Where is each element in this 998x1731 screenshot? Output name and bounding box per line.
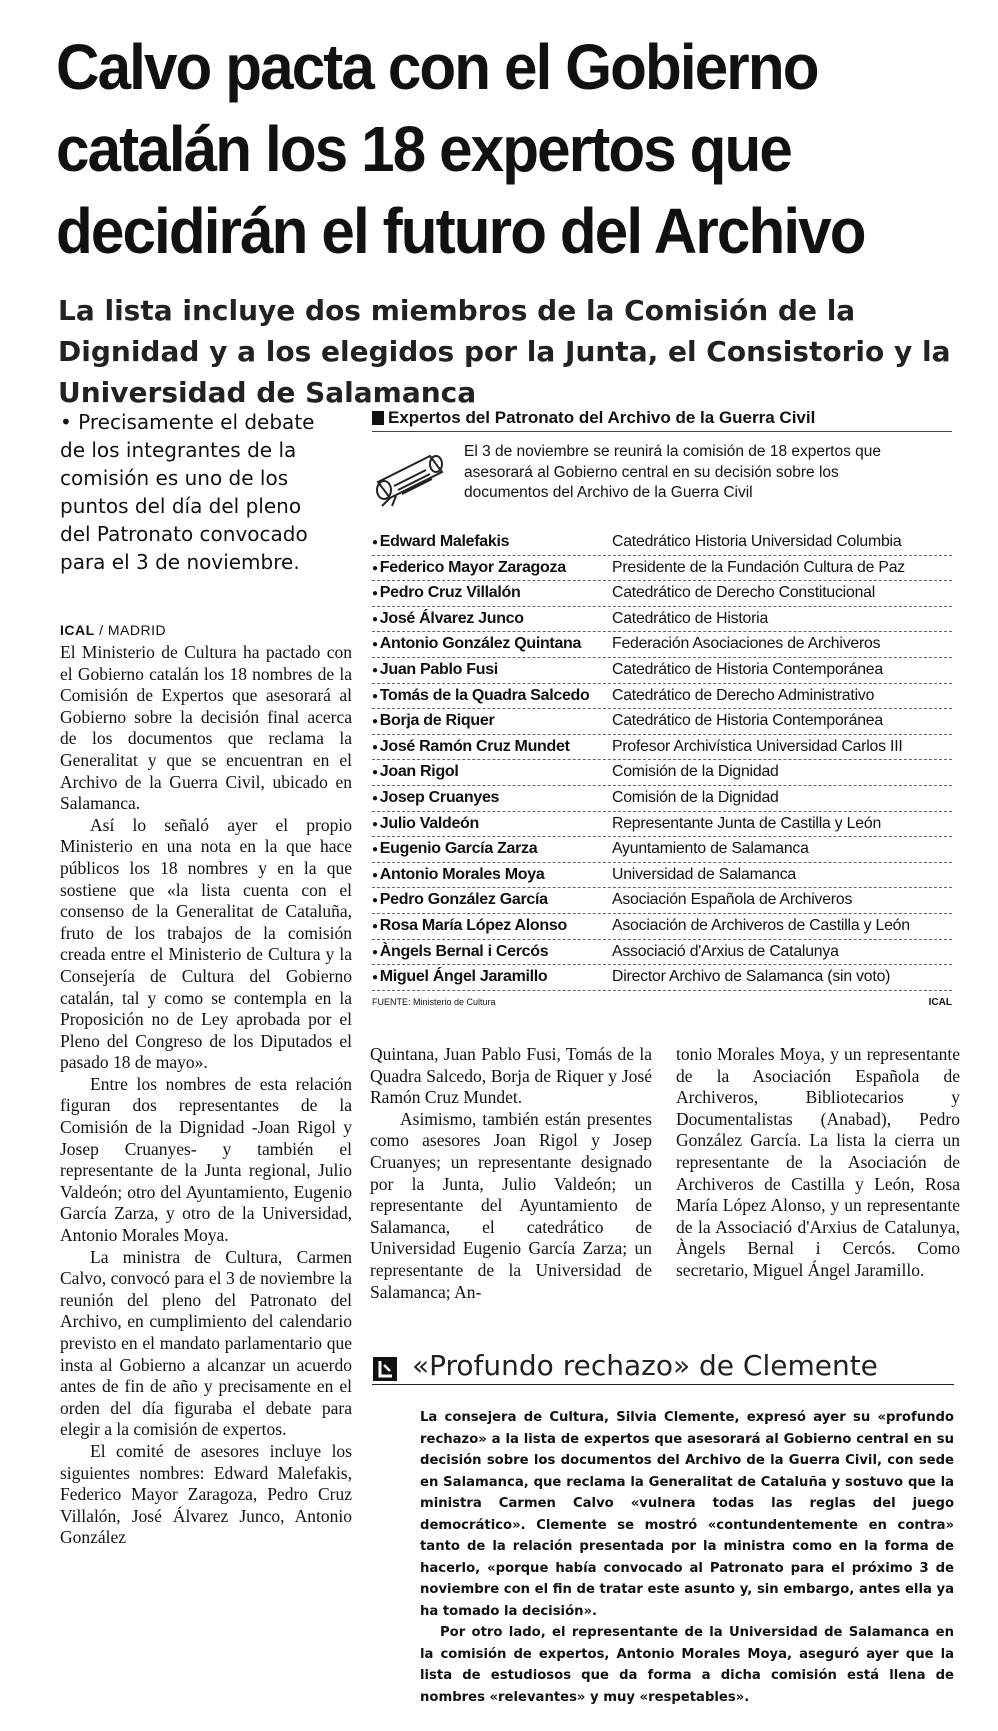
expert-role: Profesor Archivística Universidad Carlos III (612, 737, 903, 755)
body-paragraph: Asimismo, también están presentes como asesores Joan Rigol y Josep Cruanyes; un representante designado por la Junta, Julio Valdeón; un representante del Ayuntamiento de Salamanca, el catedrático de Universidad Eugenio García Zarza; un representante de la Universidad de Salamanca; An- (370, 1108, 652, 1302)
body-paragraph: El comité de asesores incluye los siguientes nombres: Edward Malefakis, Federico Mayor Zaragoza, Pedro Cruz Villalón, José Álvarez Junco, Antonio González (60, 1440, 352, 1548)
box-source: FUENTE: Ministerio de Cultura (372, 996, 496, 1007)
expert-role: Representante Junta de Castilla y León (612, 814, 882, 832)
byline (60, 622, 166, 638)
box-credit: ICAL (928, 996, 952, 1008)
expert-role: Catedrático Historia Universidad Columbia (612, 533, 902, 550)
sidebar-title: «Profundo rechazo» de Clemente (412, 1349, 878, 1382)
experts-box-intro (372, 442, 952, 522)
list-item (372, 556, 952, 582)
body-column-1 (60, 642, 352, 1549)
list-item (372, 632, 952, 658)
sidebar-paragraph: La consejera de Cultura, Silvia Clemente, expresó ayer su «profundo rechazo» a la lista de expertos que asesorará al Gobierno central en su decisión sobre los documentos del Archivo de la Guerra Civil, con sede en Salamanca, que reclama la Generalitat de Cataluña y sostuvo que la ministra Carmen Calvo «vulnera todas las reglas del juego democrático». Clemente se mostró «contundentemente en contra» tanto de la relación presentada por la ministra como en la forma de hacerlo, «porque había convocado al Patronato para el próximo 3 de noviembre con el fin de tratar este asunto y, sin embargo, antes ella ya ha tomado la decisión». (420, 1410, 954, 1619)
list-item (372, 837, 952, 863)
box-marker-icon (372, 411, 384, 425)
expert-name: ● Pedro González García (372, 888, 612, 913)
expert-name: ● Julio Valdeón (372, 812, 612, 837)
experts-list (372, 530, 952, 991)
expert-role: Universidad de Salamanca (612, 865, 796, 883)
expert-role: Director Archivo de Salamanca (sin voto) (612, 968, 891, 986)
sidebar-body (372, 1407, 954, 1708)
scroll-document-icon (372, 442, 452, 508)
expert-name: ● Rosa María López Alonso (372, 914, 612, 939)
expert-role: Catedrático de Historia Contemporánea (612, 712, 883, 730)
expert-role: Asociación Española de Archiveros (612, 891, 853, 909)
list-item (372, 684, 952, 710)
expert-role: Ayuntamiento de Salamanca (612, 840, 809, 858)
list-item (372, 760, 952, 786)
expert-name: ● Miguel Ángel Jaramillo (372, 965, 612, 990)
expert-role: Catedrático de Historia (612, 609, 769, 627)
body-paragraph: tonio Morales Moya, y un representante de la Asociación Española de Archiveros, Bibliotecarios y Documentalistas (Anabad), Pedro González García. La lista la cierra un representante de la Asociación de Archiveros de Castilla y León, Rosa María López Alonso, y un representante de la Associació d'Arxius de Catalunya, Àngels Bernal i Cercós. Como secretario, Miguel Ángel Jaramillo. (676, 1044, 960, 1280)
expert-name: ● Antonio González Quintana (372, 632, 612, 657)
list-item (372, 735, 952, 761)
expert-name: ● Tomás de la Quadra Salcedo (372, 684, 612, 709)
sidebar-header (372, 1350, 954, 1385)
expert-name: ● Àngels Bernal i Cercós (372, 940, 612, 965)
list-item (372, 888, 952, 914)
expert-role: Associació d'Arxius de Catalunya (612, 942, 839, 960)
box-footer (372, 997, 952, 1008)
headline: Calvo pacta con el Gobierno catalán los 18 expertos que decidirán el futuro del Archivo (56, 31, 865, 267)
expert-name: ● Edward Malefakis (372, 530, 612, 555)
expert-name: ● Eugenio García Zarza (372, 837, 612, 862)
body-paragraph: La ministra de Cultura, Carmen Calvo, convocó para el 3 de noviembre la reunión del pleno del Patronato del Archivo, en cumplimiento del calendario previsto en el mandato parlamentario que insta al Gobierno a alcanzar un acuerdo antes de fin de año y precisamente en el orden del día figuraba el debate para elegir a la comisión de expertos. (60, 1246, 352, 1440)
expert-role: Catedrático de Historia Contemporánea (612, 660, 883, 678)
expert-role: Asociación de Archiveros de Castilla y León (612, 916, 910, 934)
subheadline: La lista incluye dos miembros de la Comisión de la Dignidad y a los elegidos por la Junta, el Consistorio y la Universidad de Salamanca (58, 294, 951, 409)
expert-role: Catedrático de Derecho Administrativo (612, 686, 875, 704)
body-paragraph: Quintana, Juan Pablo Fusi, Tomás de la Quadra Salcedo, Borja de Riquer y José Ramón Cruz Mundet. (370, 1044, 652, 1108)
expert-name: ● Josep Cruanyes (372, 786, 612, 811)
experts-box (372, 408, 952, 1008)
list-item (372, 607, 952, 633)
expert-role: Comisión de la Dignidad (612, 763, 779, 781)
list-item (372, 658, 952, 684)
body-paragraph: Así lo señaló ayer el propio Ministerio en una nota en la que hace públicos los 18 nombres y en la que sostiene que «la lista cuenta con el consenso de la Generalitat de Cataluña, fruto de los trabajos de la comisión creada entre el Ministerio de Cultura y la Consejería de Cultura del Gobierno catalán, tal y como se contempla en la Proposición no de Ley aprobada por el Pleno del Congreso de los Diputados el pasado 18 de mayo». (60, 814, 352, 1073)
experts-box-title-text: Expertos del Patronato del Archivo de la Guerra Civil (388, 408, 816, 427)
list-item (372, 812, 952, 838)
expert-role: Federación Asociaciones de Archiveros (612, 635, 881, 653)
sidebar-article (372, 1350, 954, 1708)
expert-role: Comisión de la Dignidad (612, 788, 779, 806)
list-item (372, 940, 952, 966)
expert-name: ● Juan Pablo Fusi (372, 658, 612, 683)
expert-role: Catedrático de Derecho Constitucional (612, 584, 876, 602)
expert-name: ● Antonio Morales Moya (372, 863, 612, 888)
expert-name: ● Joan Rigol (372, 760, 612, 785)
list-item (372, 914, 952, 940)
list-item (372, 786, 952, 812)
expert-name: ● Borja de Riquer (372, 709, 612, 734)
body-paragraph: El Ministerio de Cultura ha pactado con el Gobierno catalán los 18 nombres de la Comisión de Expertos que asesorará al Gobierno sobre la decisión final acerca de los documentos que reclama la Generalitat y que se encuentran en el Archivo de la Guerra Civil, ubicado en Salamanca. (60, 642, 352, 814)
expert-name: ● Federico Mayor Zaragoza (372, 556, 612, 581)
byline-agency: ICAL (60, 622, 95, 638)
expert-name: ● José Álvarez Junco (372, 607, 612, 632)
list-item (372, 965, 952, 991)
experts-box-intro-text: El 3 de noviembre se reunirá la comisión de 18 expertos que asesorará al Gobierno central en su decisión sobre los documentos del Archivo de la Guerra Civil (464, 443, 882, 501)
section-marker-icon (372, 1356, 398, 1382)
list-item (372, 581, 952, 607)
list-item (372, 530, 952, 556)
expert-name: ● José Ramón Cruz Mundet (372, 735, 612, 760)
experts-box-title (372, 408, 952, 432)
list-item (372, 709, 952, 735)
body-column-3 (676, 1044, 960, 1282)
list-item (372, 863, 952, 889)
expert-role: Presidente de la Fundación Cultura de Paz (612, 558, 906, 576)
body-paragraph: Entre los nombres de esta relación figuran dos representantes de la Comisión de la Dignidad -Joan Rigol y Josep Cruanyes- y también el representante de la Junta regional, Julio Valdeón; otro del Ayuntamiento, Eugenio García Zarza, y otro de la Universidad, Antonio Morales Moya. (60, 1073, 352, 1246)
byline-city: / MADRID (99, 622, 167, 638)
lead-summary: • Precisamente el debate de los integrantes de la comisión es uno de los puntos del día del pleno del Patronato convocado para el 3 de noviembre. (60, 410, 315, 574)
body-column-2 (370, 1044, 652, 1303)
sidebar-paragraph: Por otro lado, el representante de la Universidad de Salamanca en la comisión de expertos, Antonio Morales Moya, aseguró ayer que la lista de estudiosos que da forma a dicha comisión está llena de nombres «relevantes» y muy «respetables». (420, 1625, 954, 1705)
expert-name: ● Pedro Cruz Villalón (372, 581, 612, 606)
